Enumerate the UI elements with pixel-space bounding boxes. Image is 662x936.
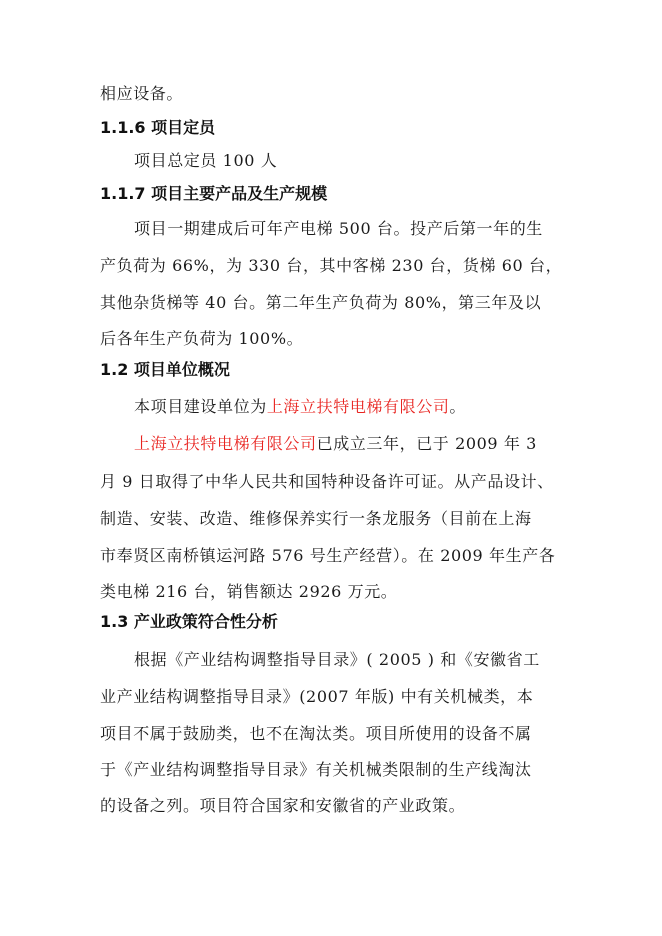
paragraph-continuation: 相应设备。 [100, 84, 184, 103]
section-heading-1-1-7: 1.1.7 项目主要产品及生产规模 [100, 184, 328, 203]
product-scale-line-4: 后各年生产负荷为 100%。 [100, 329, 304, 348]
section-heading-1-3: 1.3 产业政策符合性分析 [100, 612, 278, 631]
company-para-line-4: 市奉贤区南桥镇运河路 576 号生产经营）。在 2009 年生产各 [100, 546, 556, 565]
company-para-line-2: 月 9 日取得了中华人民共和国特种设备许可证。从产品设计、 [100, 472, 554, 491]
company-para-line-3: 制造、安装、改造、维修保养实行一条龙服务（目前在上海 [100, 509, 532, 528]
section-heading-1-1-6: 1.1.6 项目定员 [100, 118, 216, 137]
unit-intro-suffix: 。 [449, 397, 467, 416]
company-name-highlight-2: 上海立扶特电梯有限公司 [134, 434, 317, 453]
product-scale-line-3: 其他杂货梯等 40 台。第二年生产负荷为 80%，第三年及以 [100, 293, 542, 312]
policy-line-1: 根据《产业结构调整指导目录》( 2005 ) 和《安徽省工 [134, 650, 540, 669]
policy-line-3: 项目不属于鼓励类，也不在淘汰类。项目所使用的设备不属 [100, 724, 532, 743]
unit-intro-line [134, 397, 466, 417]
product-scale-line-1: 项目一期建成后可年产电梯 500 台。投产后第一年的生 [134, 219, 543, 238]
company-para-line-1 [134, 434, 537, 454]
section-heading-1-2: 1.2 项目单位概况 [100, 360, 230, 379]
policy-line-4: 于《产业结构调整指导目录》有关机械类限制的生产线淘汰 [100, 760, 532, 779]
unit-intro-prefix: 本项目建设单位为 [134, 397, 267, 416]
policy-line-2: 业产业结构调整指导目录》(2007 年版) 中有关机械类，本 [100, 687, 534, 706]
staffing-text: 项目总定员 100 人 [134, 151, 278, 170]
product-scale-line-2: 产负荷为 66%，为 330 台，其中客梯 230 台，货梯 60 台， [100, 256, 563, 275]
policy-line-5: 的设备之列。项目符合国家和安徽省的产业政策。 [100, 796, 466, 815]
company-name-highlight: 上海立扶特电梯有限公司 [266, 397, 450, 416]
company-para-line-5: 类电梯 216 台，销售额达 2926 万元。 [100, 582, 398, 601]
company-para-line-1-rest: 已成立三年，已于 2009 年 3 [316, 434, 537, 453]
